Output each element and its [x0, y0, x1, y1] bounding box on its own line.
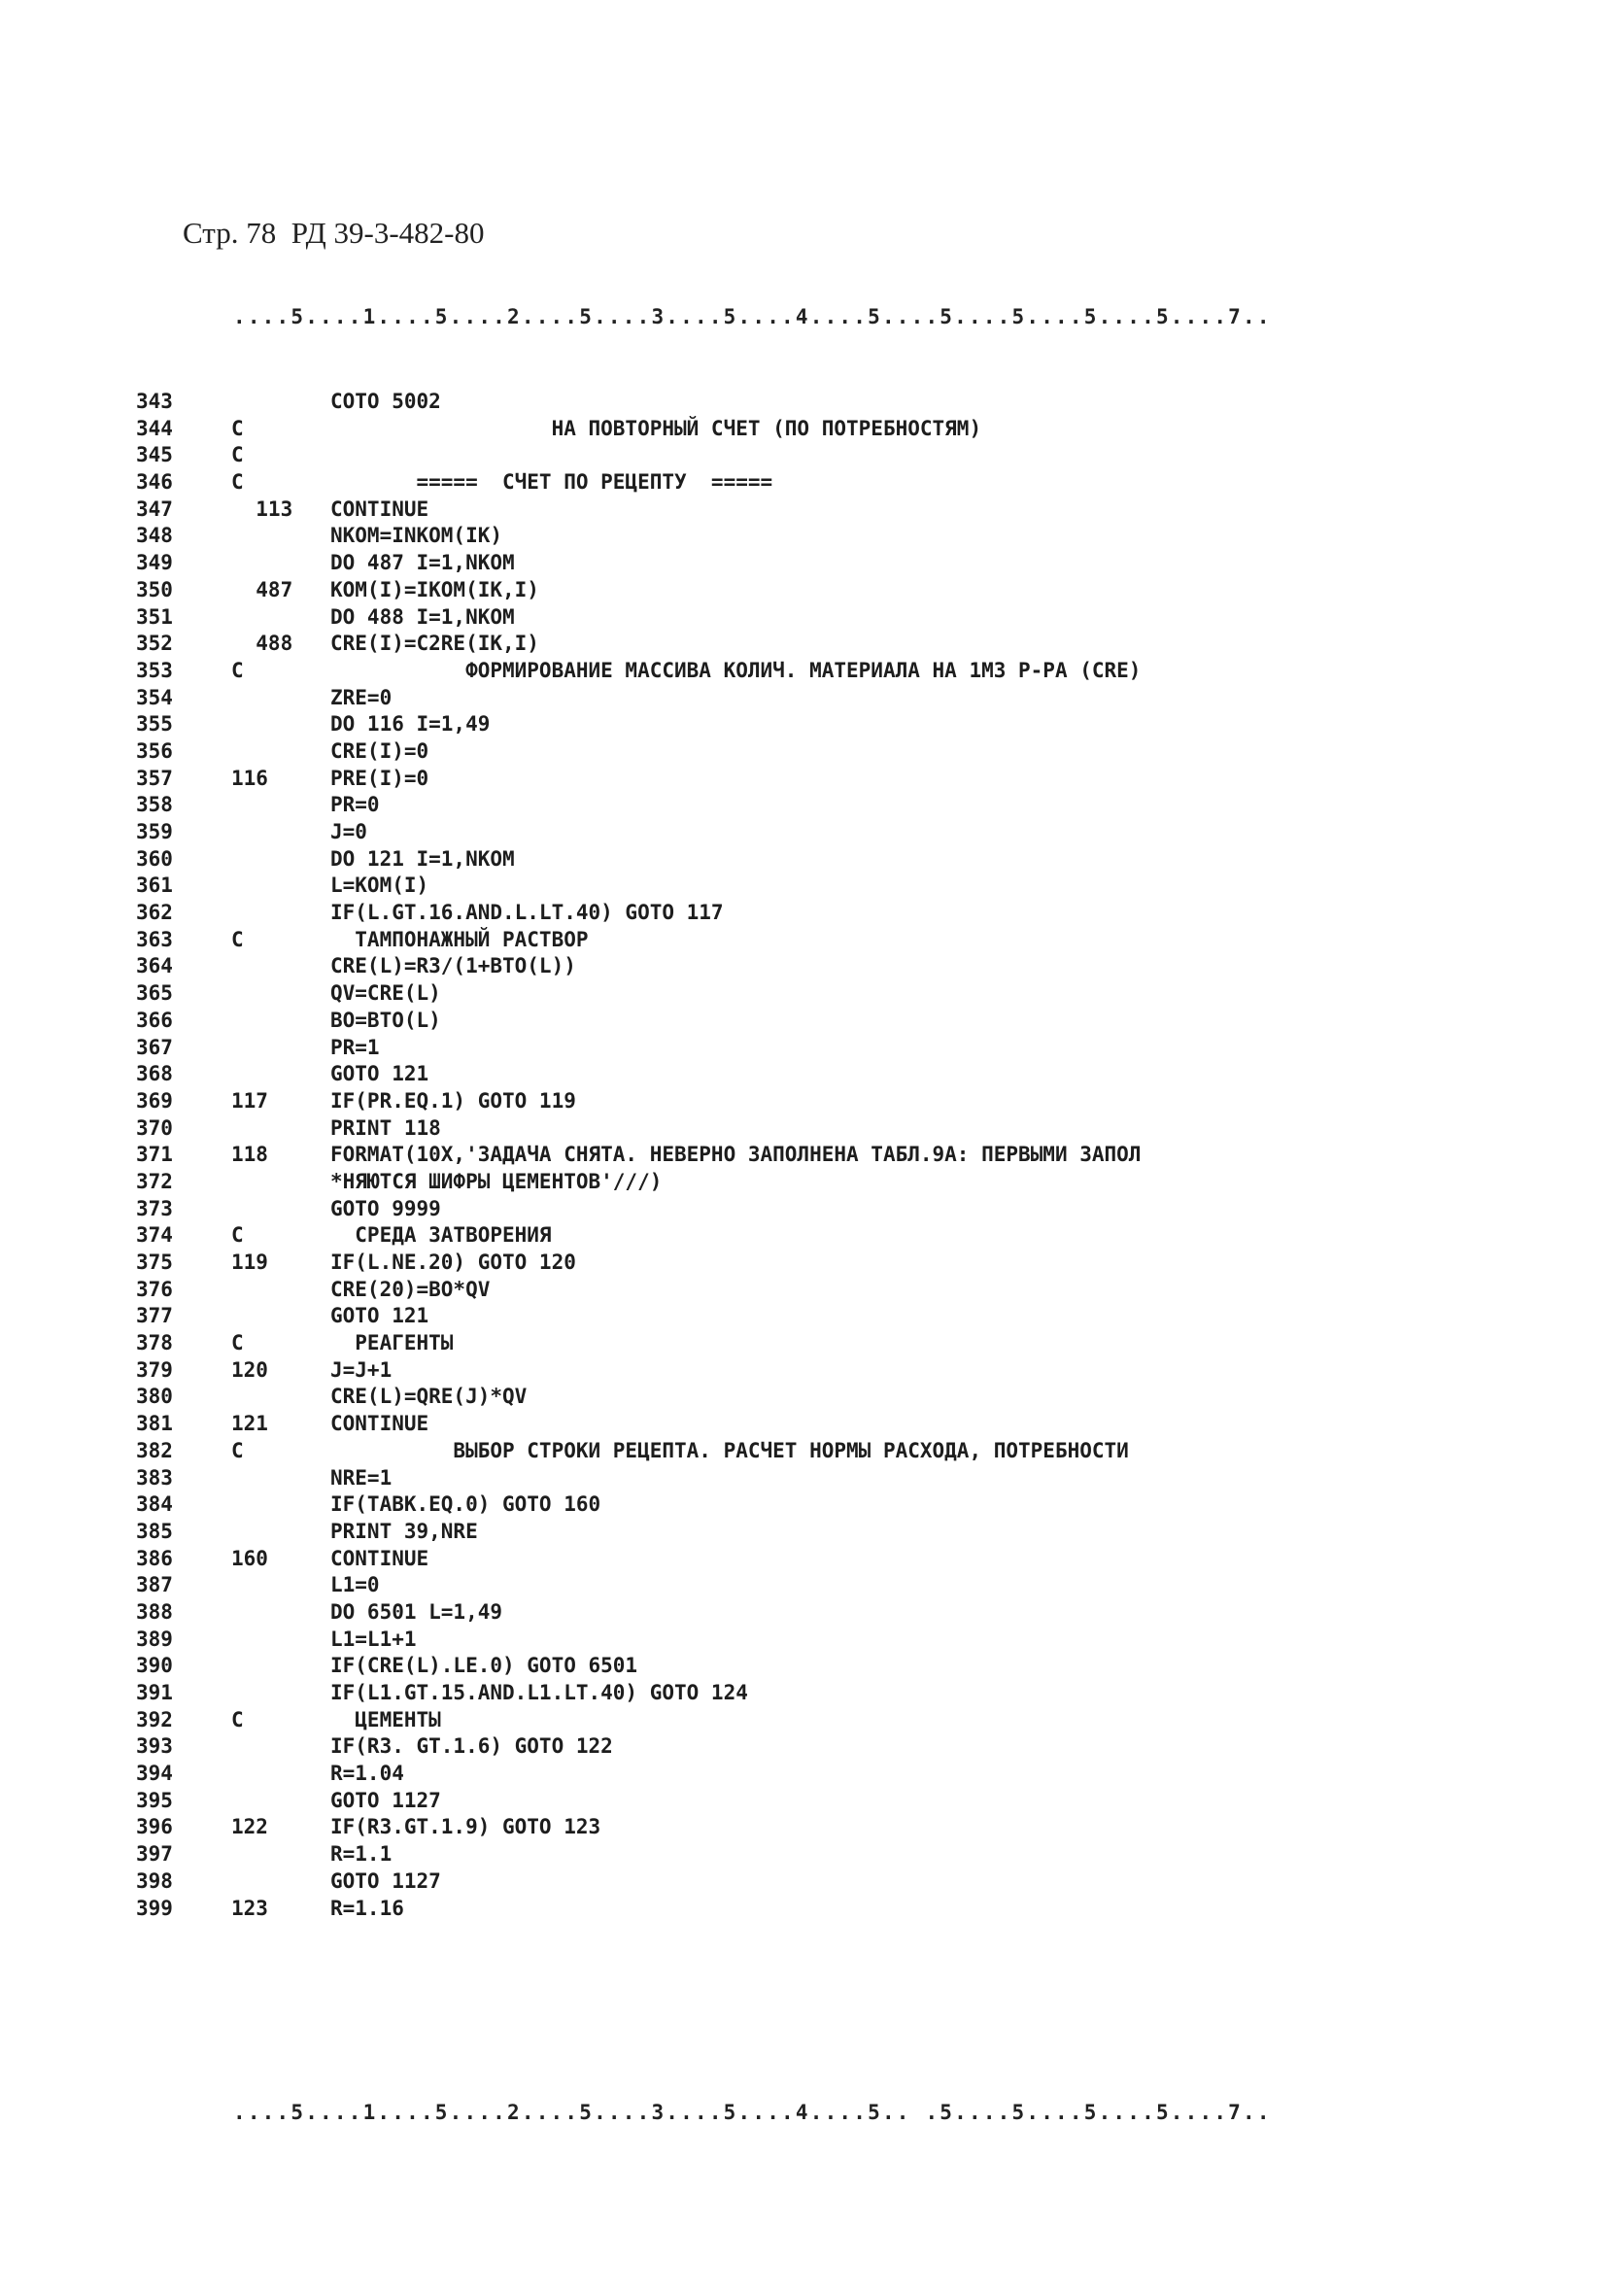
line-number: 395: [136, 1788, 173, 1812]
comment-text: РЕАГЕНТЫ: [330, 1331, 454, 1355]
line-number: 370: [136, 1115, 173, 1140]
line-number: 391: [136, 1681, 173, 1704]
code-line: [136, 1707, 1516, 1734]
code-line: [136, 873, 1516, 900]
comment-text: СРЕДА ЗАТВОРЕНИЯ: [330, 1223, 552, 1248]
statement-label: 118: [231, 1143, 268, 1167]
statement-text: DO 488 I=1,NKOM: [330, 604, 515, 629]
statement-text: NRE=1: [330, 1465, 393, 1490]
line-number: 358: [136, 793, 173, 817]
statement-label: 113: [231, 497, 293, 521]
code-line: [136, 819, 1516, 846]
statement-text: IF(L.GT.16.AND.L.LT.40) GOTO 117: [330, 901, 724, 925]
statement-text: DO 121 I=1,NKOM: [330, 846, 515, 871]
line-number: 349: [136, 551, 173, 575]
comment-marker: C: [231, 1223, 244, 1248]
code-line: [136, 631, 1516, 658]
comment-text: ВЫБОР СТРОКИ РЕЦЕПТА. РАСЧЕТ НОРМЫ РАСХОДА, ПОТРЕБНОСТИ: [330, 1438, 1129, 1462]
comment-marker: C: [231, 1438, 244, 1462]
code-line: [136, 1896, 1516, 1923]
statement-text: L1=L1+1: [330, 1627, 417, 1651]
line-number: 373: [136, 1196, 173, 1220]
line-number: 372: [136, 1169, 173, 1193]
code-line: [136, 1169, 1516, 1196]
code-line: [136, 604, 1516, 632]
column-ruler-top: ....5....1....5....2....5....3....5....4....5....5....5....5....5....7..: [233, 305, 1272, 328]
column-ruler-bottom: ....5....1....5....2....5....3....5....4....5.. .5....5....5....5....7..: [233, 2101, 1272, 2124]
statement-text: J=0: [330, 820, 367, 843]
statement-text: GOTO 121: [330, 1304, 429, 1328]
line-number: 386: [136, 1546, 173, 1570]
comment-marker: C: [231, 1707, 244, 1731]
line-number: 377: [136, 1304, 173, 1328]
statement-text: L=KOM(I): [330, 874, 429, 898]
line-number: 396: [136, 1815, 173, 1839]
code-line: [136, 523, 1516, 550]
statement-text: CONTINUE: [330, 1412, 429, 1436]
line-number: 367: [136, 1035, 173, 1059]
code-line: [136, 1653, 1516, 1680]
line-number: 379: [136, 1357, 173, 1382]
line-number: 350: [136, 577, 173, 601]
comment-text: ФОРМИРОВАНИЕ МАССИВА КОЛИЧ. МАТЕРИАЛА НА 1М3 Р-РА (CRE): [330, 658, 1142, 682]
line-number: 388: [136, 1599, 173, 1624]
line-number: 385: [136, 1519, 173, 1543]
statement-text: CONTINUE: [330, 497, 429, 521]
statement-text: IF(L.NE.20) GOTO 120: [330, 1251, 576, 1274]
code-line: [136, 1196, 1516, 1223]
statement-label: 120: [231, 1357, 268, 1382]
code-line: [136, 1142, 1516, 1169]
statement-text: CRE(20)=BO*QV: [330, 1277, 491, 1301]
line-number: 381: [136, 1412, 173, 1436]
statement-label: 160: [231, 1546, 268, 1570]
line-number: 397: [136, 1842, 173, 1867]
line-number: 368: [136, 1062, 173, 1086]
code-line: [136, 658, 1516, 685]
comment-text: ТАМПОНАЖНЫЙ РАСТВОР: [330, 927, 589, 951]
statement-label: 117: [231, 1088, 268, 1113]
code-line: [136, 469, 1516, 497]
code-line: [136, 1491, 1516, 1519]
line-number: 371: [136, 1143, 173, 1167]
code-line: [136, 792, 1516, 819]
code-line: [136, 738, 1516, 766]
statement-text: GOTO 1127: [330, 1868, 441, 1893]
statement-text: FORMAT(10X,'ЗАДАЧА СНЯТА. НЕВЕРНО ЗАПОЛНЕНА ТАБЛ.9А: ПЕРВЫМИ ЗАПОЛ: [330, 1143, 1142, 1167]
statement-text: IF(R3.GT.1.9) GOTO 123: [330, 1815, 601, 1839]
statement-text: PRINT 39,NRE: [330, 1519, 478, 1543]
code-line: [136, 711, 1516, 738]
code-line: [136, 497, 1516, 524]
code-line: [136, 1733, 1516, 1761]
statement-text: CRE(L)=R3/(1+BTO(L)): [330, 954, 576, 978]
line-number: 347: [136, 497, 173, 521]
code-line: [136, 980, 1516, 1008]
statement-text: KOM(I)=IKOM(IK,I): [330, 577, 539, 601]
code-line: [136, 1330, 1516, 1357]
line-number: 389: [136, 1627, 173, 1651]
statement-text: R=1.04: [330, 1762, 404, 1786]
code-line: [136, 1222, 1516, 1250]
comment-marker: C: [231, 658, 244, 682]
code-line: [136, 1814, 1516, 1841]
line-number: 353: [136, 658, 173, 682]
code-line: [136, 1411, 1516, 1438]
code-line: [136, 389, 1516, 416]
code-line: [136, 442, 1516, 469]
code-line: [136, 1303, 1516, 1330]
code-line: [136, 1465, 1516, 1492]
code-line: [136, 1115, 1516, 1143]
code-line: [136, 1061, 1516, 1088]
code-line: [136, 1384, 1516, 1411]
line-number: 369: [136, 1088, 173, 1113]
comment-marker: C: [231, 470, 244, 495]
line-number: 392: [136, 1707, 173, 1731]
line-number: 345: [136, 443, 173, 467]
code-line: [136, 1277, 1516, 1304]
statement-text: CRE(L)=QRE(J)*QV: [330, 1385, 528, 1409]
code-line: [136, 416, 1516, 443]
statement-text: PR=1: [330, 1035, 380, 1059]
line-number: 394: [136, 1762, 173, 1786]
line-number: 382: [136, 1438, 173, 1462]
statement-label: 121: [231, 1412, 268, 1436]
comment-text: ===== СЧЕТ ПО РЕЦЕПТУ =====: [330, 470, 773, 495]
line-number: 343: [136, 390, 173, 413]
page-header: Стр. 78 РД 39-3-482-80: [183, 216, 485, 250]
line-number: 364: [136, 954, 173, 978]
line-number: 390: [136, 1654, 173, 1678]
statement-text: DO 6501 L=1,49: [330, 1599, 503, 1624]
comment-marker: C: [231, 416, 244, 440]
statement-text: PRINT 118: [330, 1115, 441, 1140]
line-number: 362: [136, 901, 173, 925]
line-number: 387: [136, 1573, 173, 1597]
code-line: [136, 550, 1516, 577]
code-line: [136, 953, 1516, 980]
code-line: [136, 1599, 1516, 1627]
line-number: 384: [136, 1492, 173, 1517]
line-number: 359: [136, 820, 173, 843]
code-line: [136, 1761, 1516, 1788]
code-line: [136, 1519, 1516, 1546]
line-number: 355: [136, 712, 173, 737]
statement-label: 122: [231, 1815, 268, 1839]
line-number: 356: [136, 738, 173, 763]
statement-label: 123: [231, 1896, 268, 1920]
statement-text: CONTINUE: [330, 1546, 429, 1570]
line-number: 363: [136, 927, 173, 951]
statement-text: R=1.16: [330, 1896, 404, 1920]
line-number: 398: [136, 1868, 173, 1893]
statement-text: CRE(I)=0: [330, 738, 429, 763]
line-number: 357: [136, 766, 173, 790]
statement-text: IF(R3. GT.1.6) GOTO 122: [330, 1734, 613, 1759]
code-line: [136, 927, 1516, 954]
code-line: [136, 1680, 1516, 1707]
statement-text: NKOM=INKOM(IK): [330, 524, 503, 548]
code-line: [136, 1788, 1516, 1815]
line-number: 365: [136, 981, 173, 1006]
code-line: [136, 1438, 1516, 1465]
line-number: 344: [136, 416, 173, 440]
line-number: 383: [136, 1465, 173, 1490]
statement-text: R=1.1: [330, 1842, 393, 1867]
line-number: 361: [136, 874, 173, 898]
code-line: [136, 1250, 1516, 1277]
comment-marker: C: [231, 927, 244, 951]
code-line: [136, 1841, 1516, 1868]
code-line: [136, 846, 1516, 874]
code-line: [136, 685, 1516, 712]
code-line: [136, 1357, 1516, 1385]
statement-text: PRE(I)=0: [330, 766, 429, 790]
statement-text: CRE(I)=C2RE(IK,I): [330, 632, 539, 656]
line-number: 351: [136, 604, 173, 629]
code-line: [136, 577, 1516, 604]
line-number: 348: [136, 524, 173, 548]
statement-text: QV=CRE(L): [330, 981, 441, 1006]
code-line: [136, 1572, 1516, 1599]
statement-text: *НЯЮТСЯ ШИФРЫ ЦЕМЕНТОВ'///): [330, 1169, 663, 1193]
statement-label: 119: [231, 1251, 268, 1274]
code-line: [136, 1088, 1516, 1115]
comment-marker: C: [231, 1331, 244, 1355]
line-number: 360: [136, 846, 173, 871]
statement-text: BO=BTO(L): [330, 1008, 441, 1032]
statement-label: 116: [231, 766, 268, 790]
statement-text: L1=0: [330, 1573, 380, 1597]
statement-label: 488: [231, 632, 293, 656]
line-number: 374: [136, 1223, 173, 1248]
comment-marker: C: [231, 443, 244, 467]
statement-label: 487: [231, 577, 293, 601]
line-number: 378: [136, 1331, 173, 1355]
code-listing: [136, 389, 1516, 1922]
statement-text: GOTO 1127: [330, 1788, 441, 1812]
comment-text: НА ПОВТОРНЫЙ СЧЕТ (ПО ПОТРЕБНОСТЯМ): [330, 416, 982, 440]
code-line: [136, 1008, 1516, 1035]
line-number: 393: [136, 1734, 173, 1759]
code-line: [136, 1546, 1516, 1573]
statement-text: PR=0: [330, 793, 380, 817]
statement-text: IF(CRE(L).LE.0) GOTO 6501: [330, 1654, 638, 1678]
line-number: 366: [136, 1008, 173, 1032]
statement-text: DO 116 I=1,49: [330, 712, 491, 737]
code-line: [136, 1627, 1516, 1654]
statement-text: IF(L1.GT.15.AND.L1.LT.40) GOTO 124: [330, 1681, 748, 1704]
statement-text: ZRE=0: [330, 685, 393, 709]
line-number: 346: [136, 470, 173, 495]
code-line: [136, 1035, 1516, 1062]
statement-text: DO 487 I=1,NKOM: [330, 551, 515, 575]
code-line: [136, 900, 1516, 927]
line-number: 354: [136, 685, 173, 709]
code-line: [136, 766, 1516, 793]
statement-text: IF(PR.EQ.1) GOTO 119: [330, 1088, 576, 1113]
line-number: 352: [136, 632, 173, 656]
statement-text: COTO 5002: [330, 390, 441, 413]
statement-text: IF(TABK.EQ.0) GOTO 160: [330, 1492, 601, 1517]
statement-text: GOTO 121: [330, 1062, 429, 1086]
statement-text: GOTO 9999: [330, 1196, 441, 1220]
line-number: 375: [136, 1251, 173, 1274]
statement-text: J=J+1: [330, 1357, 393, 1382]
line-number: 399: [136, 1896, 173, 1920]
code-line: [136, 1868, 1516, 1896]
comment-text: ЦЕМЕНТЫ: [330, 1707, 441, 1731]
line-number: 380: [136, 1385, 173, 1409]
line-number: 376: [136, 1277, 173, 1301]
